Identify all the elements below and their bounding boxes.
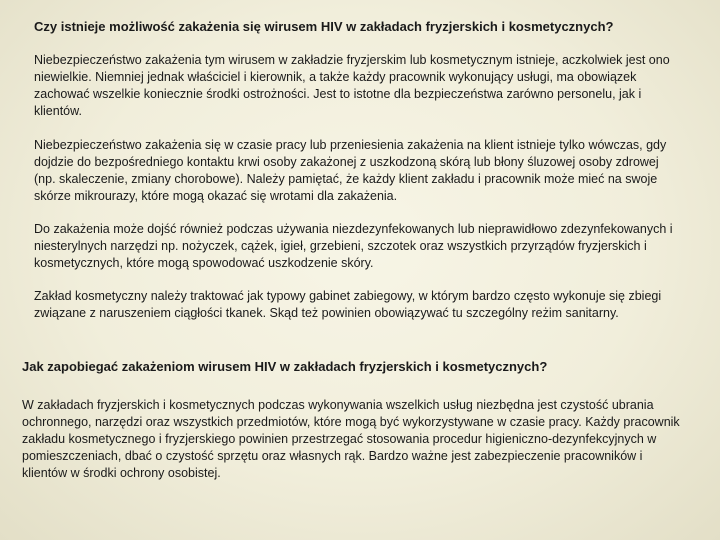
paragraph-tools: Do zakażenia może dojść również podczas używania niezdezynfekowanych lub nieprawidłowo zdezynfekowanych i niesterylnych narzędzi np. nożyczek, cążek, igieł, grzebieni, szczotek oraz wszystkich przyrządów fryzjerskich i kosmetycznych, które mogą spowodować uszkodzenie skóry. (34, 222, 673, 270)
paragraph-risk-level: Niebezpieczeństwo zakażenia tym wirusem w zakładzie fryzjerskim lub kosmetycznym istnieje, aczkolwiek jest ono niewielkie. Niemniej jednak właściciel i kierownik, a także każdy pracownik wykonujący usługi, ma obowiązek zachować wszelkie koniecznie środki ostrożności. Jest to istotne dla bezpieczeństwa zarówno personelu, jak i klientów. (34, 53, 670, 118)
heading-prevention: Jak zapobiegać zakażeniom wirusem HIV w zakładach fryzjerskich i kosmetycznych? (22, 359, 548, 374)
heading-hiv-risk: Czy istnieje możliwość zakażenia się wirusem HIV w zakładach fryzjerskich i kosmetycznych? (34, 19, 614, 34)
paragraph-sanitary-regime: Zakład kosmetyczny należy traktować jak typowy gabinet zabiegowy, w którym bardzo często wykonuje się zbiegi związane z naruszeniem ciągłości tkanek. Skąd też powinien obowiązywać tu szczególny reżim sanitarny. (34, 289, 662, 320)
paragraph-prevention: W zakładach fryzjerskich i kosmetycznych podczas wykonywania wszelkich usług niezbędna jest czystość ubrania ochronnego, narzędzi oraz wszystkich przedmiotów, które mogą być wykorzystywane w czasie pracy. Każdy pracownik zakładu kosmetycznego i fryzjerskiego powinien przestrzegać stosowania procedur higieniczno-dezynfekcyjnych w pomieszczeniach, dbać o czystość sprzętu oraz własnych rąk. Bardzo ważne jest zabezpieczenie pracowników i klientów w środki ochrony osobistej. (22, 398, 680, 480)
paragraph-transmission: Niebezpieczeństwo zakażenia się w czasie pracy lub przeniesienia zakażenia na klient istnieje tylko wówczas, gdy dojdzie do bezpośredniego kontaktu krwi osoby zakażonej z uszkodzoną skórą lub błony śluzowej osoby zdrowej (np. skaleczenie, zmiany chorobowe). Należy pamiętać, że każdy klient zakładu i pracownik może mieć na swoje skórze mikrourazy, które mogą okazać się wrotami dla zakażenia. (34, 138, 667, 203)
